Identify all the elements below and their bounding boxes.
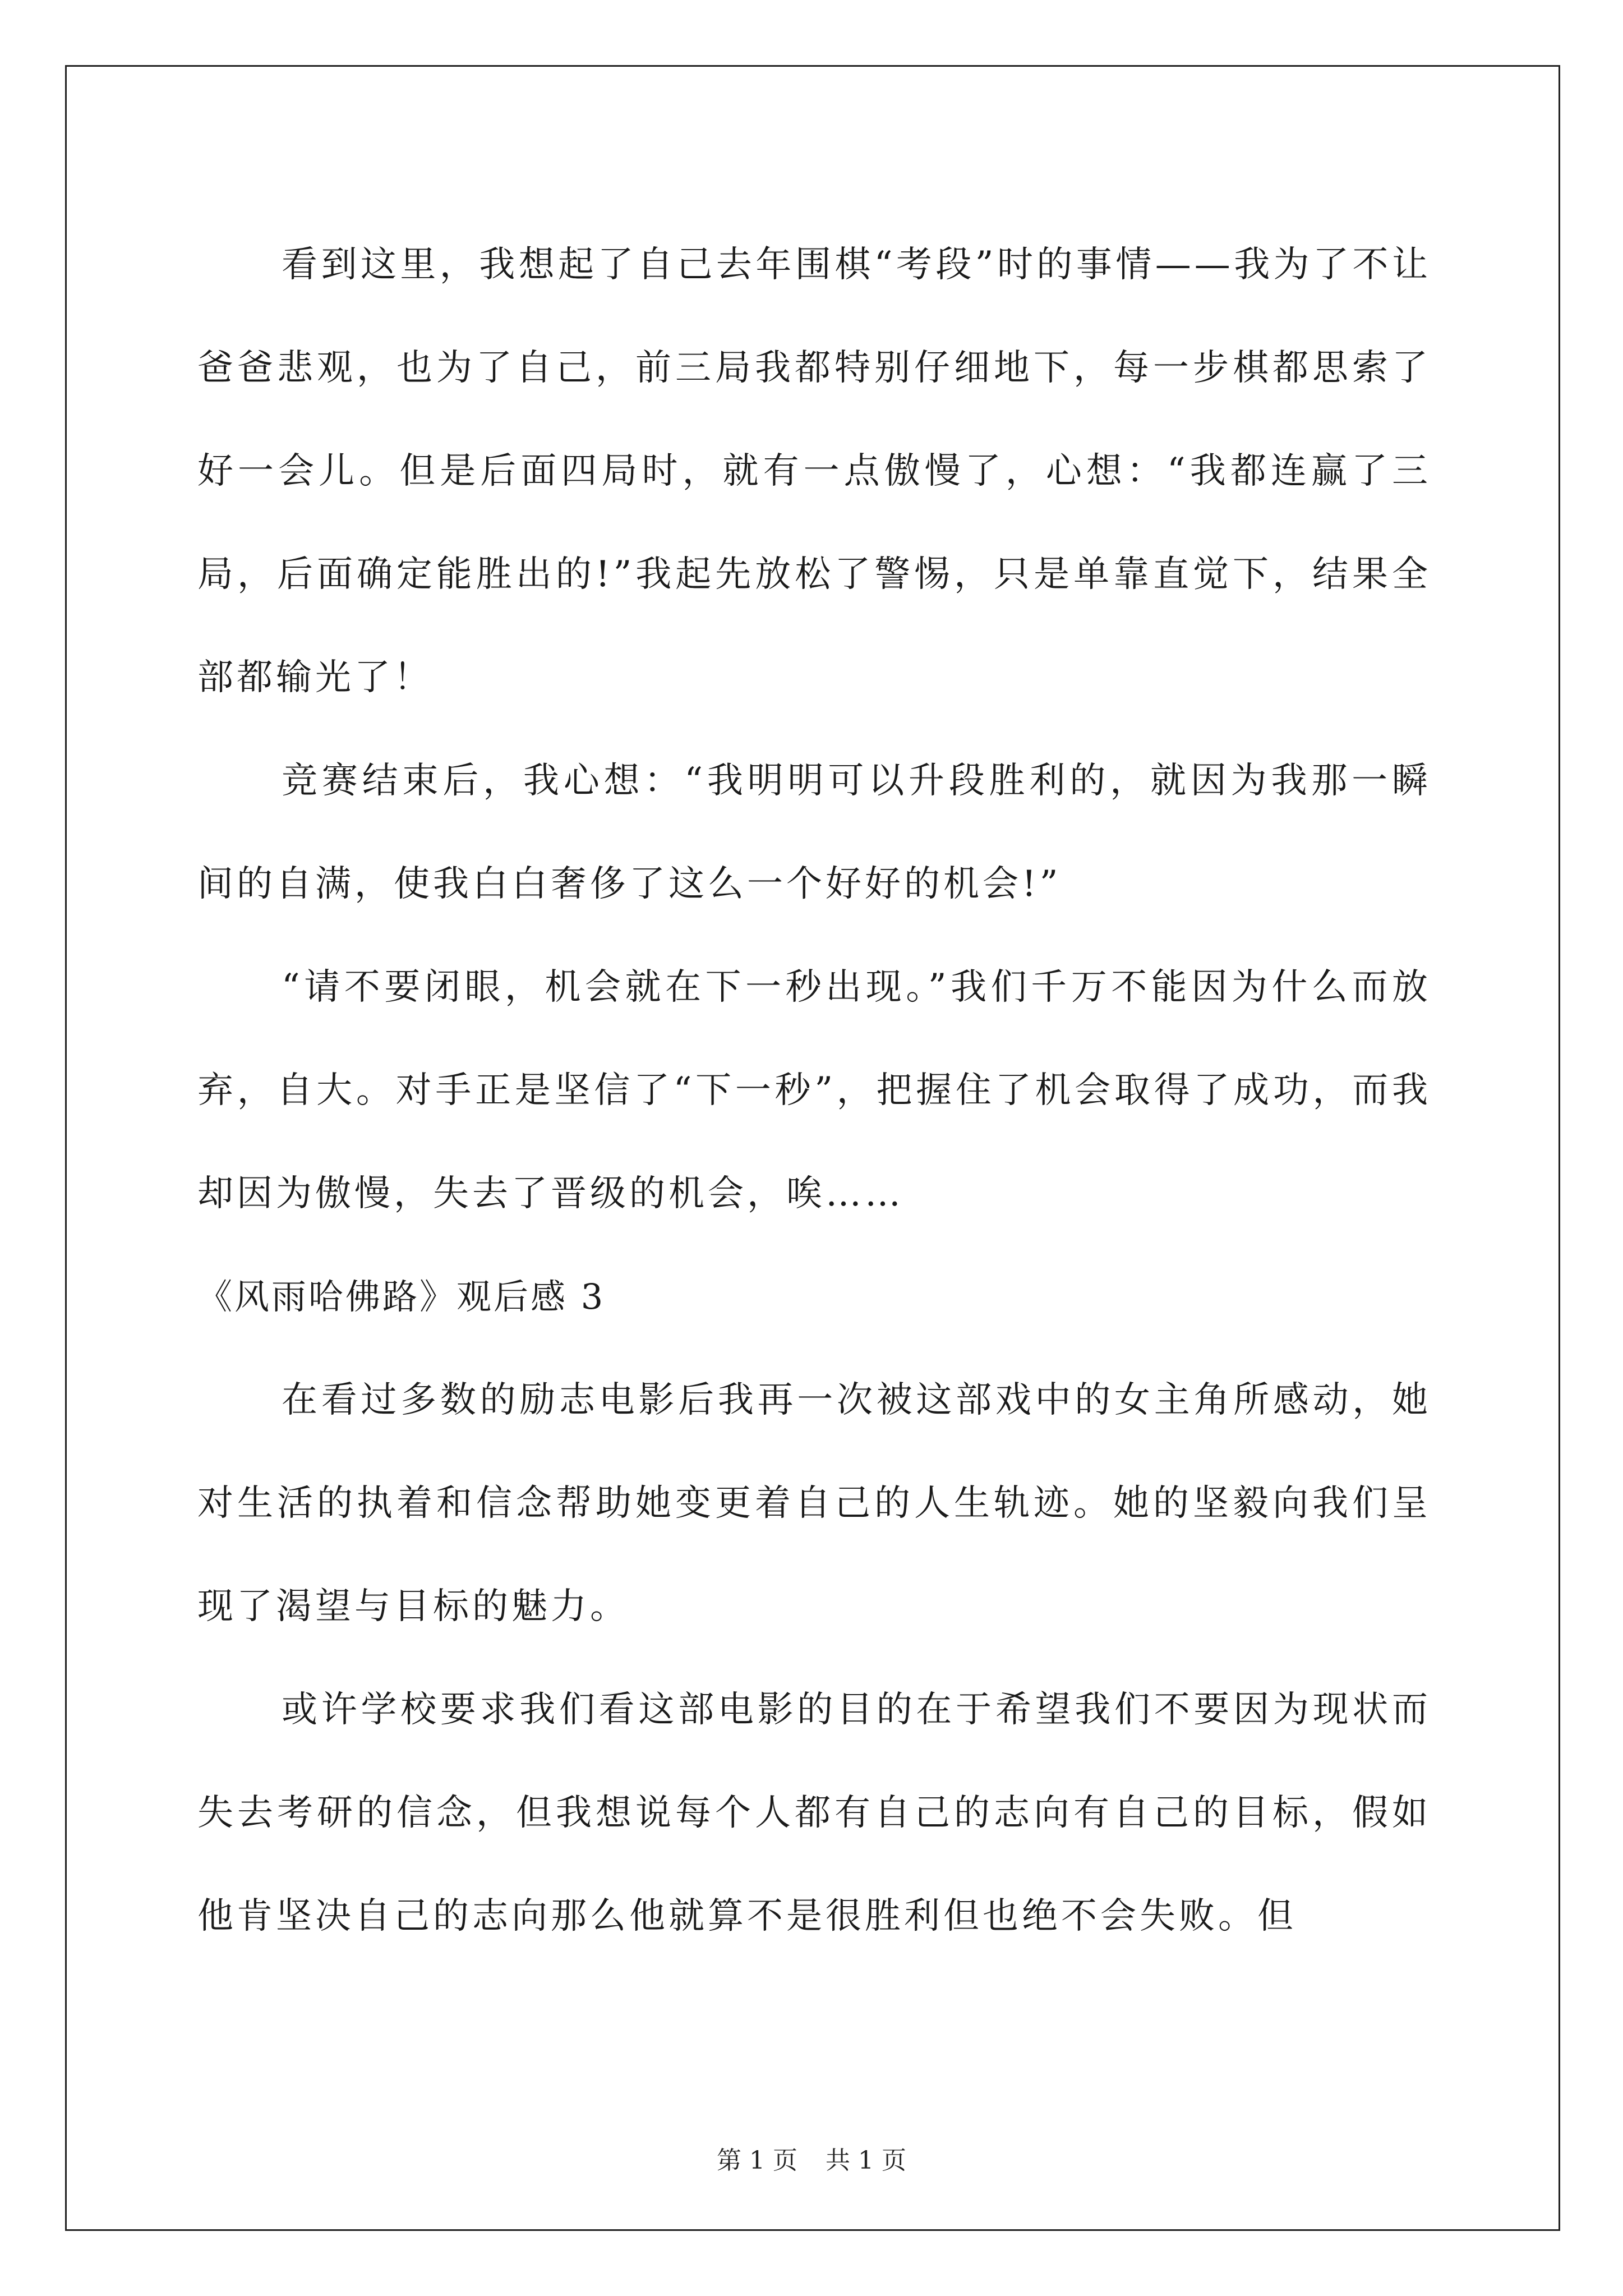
paragraph-go-exam: 看到这里，我想起了自己去年围棋“考段”时的事情——我为了不让爸爸悲观，也为了自己，前三局我都特别仔细地下，每一步棋都思索了好一会儿。但是后面四局时，就有一点傲慢了，心想：“我都连赢了三局，后面确定能胜出的!”我起先放松了警惕，只是单靠直觉下，结果全部都输光了！ <box>197 244 1431 698</box>
section-heading: 《风雨哈佛路》观后感 3 <box>197 1276 606 1317</box>
page-number: 第 1 页 <box>717 2146 797 2175</box>
document-body <box>197 213 1431 1968</box>
paragraph-school-purpose: 或许学校要求我们看这部电影的目的在于希望我们不要因为现状而失去考研的信念，但我想说每个人都有自己的志向有自己的目标，假如他肯坚决自己的志向那么他就算不是很胜利但也绝不会失败。但 <box>197 1689 1431 1937</box>
paragraph-inspirational-film: 在看过多数的励志电影后我再一次被这部戏中的女主角所感动，她对生活的执着和信念帮助她变更着自己的人生轨迹。她的坚毅向我们呈现了渴望与目标的魅力。 <box>197 1379 1431 1627</box>
page-footer <box>0 2140 1623 2176</box>
paragraph-next-second: “请不要闭眼，机会就在下一秒出现。”我们千万不能因为什么而放弃，自大。对手正是坚信了“下一秒”，把握住了机会取得了成功，而我却因为傲慢，失去了晋级的机会，唉…… <box>197 967 1431 1214</box>
paragraph-after-contest: 竞赛结束后，我心想：“我明明可以升段胜利的，就因为我那一瞬间的自满，使我白白奢侈了这么一个好好的机会!” <box>197 760 1431 905</box>
page-total: 共 1 页 <box>826 2146 906 2175</box>
